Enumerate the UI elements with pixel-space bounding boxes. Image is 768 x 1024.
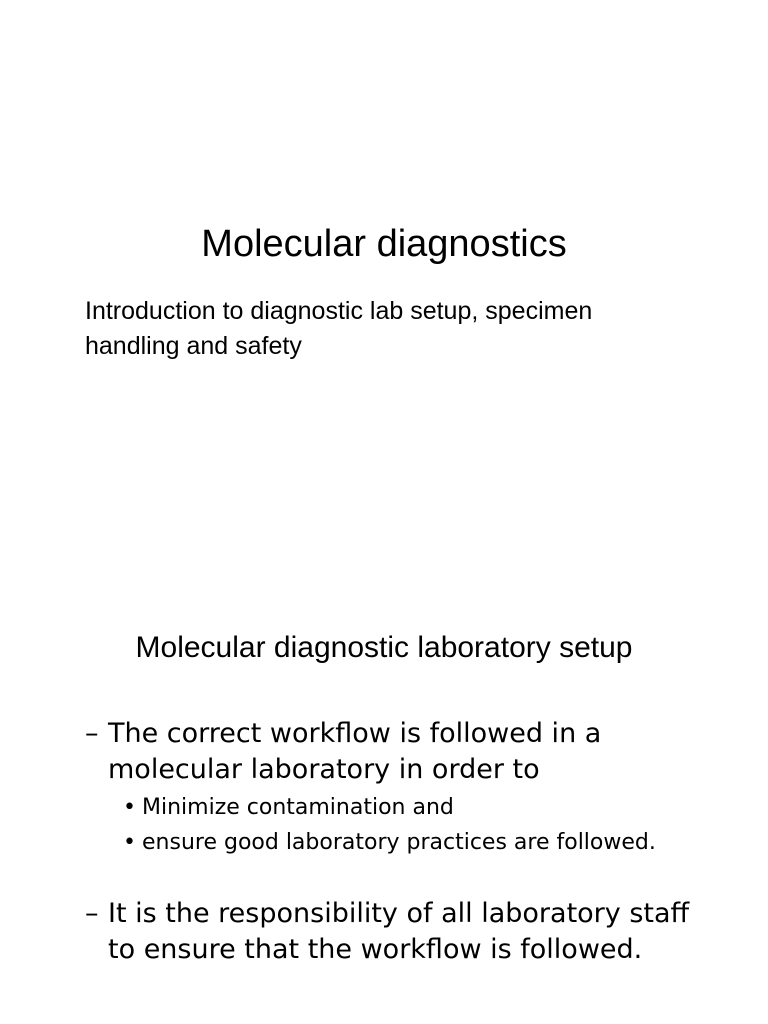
bullet-item-level-1 xyxy=(85,896,695,968)
bullet-dot-marker: • xyxy=(123,795,136,820)
slide-1-subtitle: Introduction to diagnostic lab setup, specimen handling and safety xyxy=(85,297,593,360)
slide-2 xyxy=(0,512,768,1024)
bullet-item-level-2 xyxy=(123,793,683,823)
bullet-text: It is the responsibility of all laboratory staff to ensure that the workflow is followed. xyxy=(108,898,690,965)
bullet-text: The correct workflow is followed in a molecular laboratory in order to xyxy=(108,718,602,785)
dash-marker: – xyxy=(85,898,99,929)
bullet-item-level-1 xyxy=(85,716,695,788)
dash-marker: – xyxy=(85,718,99,749)
slide-1-title: Molecular diagnostics xyxy=(201,223,567,265)
bullet-dot-marker: • xyxy=(123,830,136,855)
bullet-item-level-2 xyxy=(123,828,683,858)
bullet-text: ensure good laboratory practices are followed. xyxy=(142,830,656,855)
bullet-text: Minimize contamination and xyxy=(142,795,454,820)
slide-2-title: Molecular diagnostic laboratory setup xyxy=(135,631,633,664)
